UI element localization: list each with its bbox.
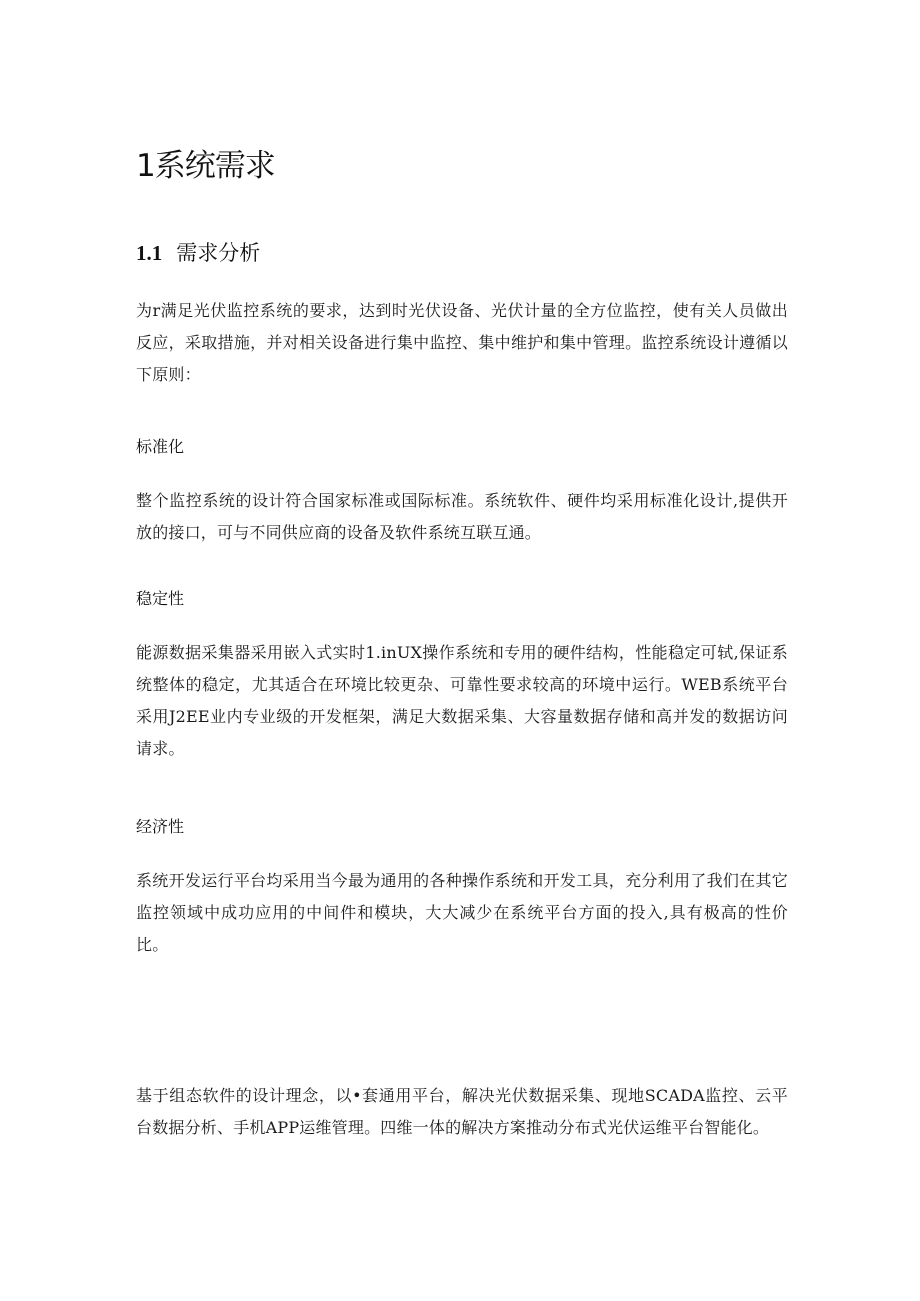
section-title: 需求分析 [176,241,261,265]
paragraph-stability: 能源数据采集器采用嵌入式实时1.inUX操作系统和专用的硬件结构，性能稳定可轼,保证系统整体的稳定，尤其适合在环境比较更杂、可靠性要求较高的环境中运行。WEB系统平台采用J2EE业内专业级的开发框架，满足大数据采集、大容量数据存储和高并发的数据访问请求。 [136,643,788,758]
subheading-stability: 稳定性 [136,589,185,608]
subheading-standardization: 标准化 [136,437,185,456]
section-number: 1.1 [136,241,163,265]
paragraph-economy: 系统开发运行平台均采用当今最为通用的各种操作系统和开发工具，充分利用了我们在其它监控领域中成功应用的中间件和模块，大大减少在系统平台方面的投入,具有极高的性价比。 [136,871,788,954]
paragraph-standardization: 整个监控系统的设计符合国家标准或国际标准。系统软件、硬件均采用标准化设计,提供开放的接口，可与不同供应商的设备及软件系统互联互通。 [136,491,788,542]
closing-paragraph: 基于组态软件的设计理念，以•套通用平台，解决光伏数据采集、现地SCADA监控、云平台数据分析、手机APP运维管理。四维一体的解决方案推动分布式光伏运维平台智能化。 [136,1086,788,1137]
section-heading [136,237,260,267]
subheading-economy: 经济性 [136,817,185,836]
intro-paragraph: 为r满足光伏监控系统的要求，达到时光伏设备、光伏计量的全方位监控，使有关人员做出反应，采取措施，并对相关设备进行集中监控、集中维护和集中管理。监控系统设计遵循以下原则： [136,301,788,384]
chapter-heading: 1系统需求 [136,148,275,184]
